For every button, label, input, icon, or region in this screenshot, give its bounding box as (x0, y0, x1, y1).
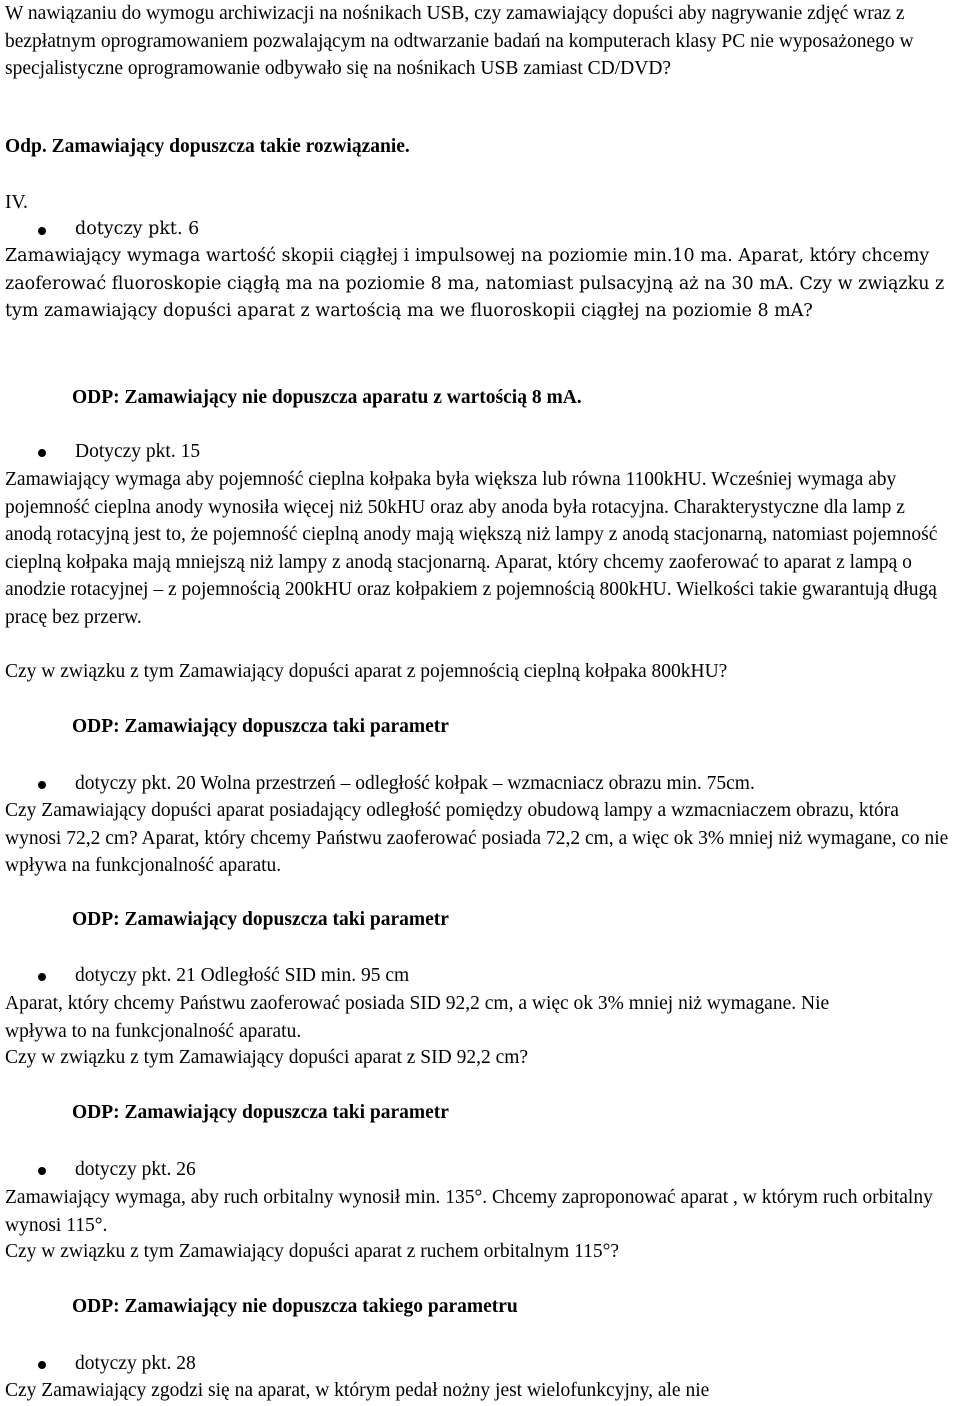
bullet-label: dotyczy pkt. 26 (75, 1159, 196, 1180)
item-question-pkt-26: Czy w związku z tym Zamawiający dopuści aparat z ruchem orbitalnym 115°? (5, 1241, 620, 1262)
bullet-icon (38, 1167, 46, 1175)
bullet-label: dotyczy pkt. 28 (75, 1353, 196, 1374)
bullet-item-pkt-15 (5, 438, 955, 466)
bullet-item-pkt-20 (5, 770, 955, 798)
bullet-item-pkt-26 (5, 1156, 955, 1184)
answer-pkt-20: ODP: Zamawiający dopuszcza taki parametr (72, 909, 449, 930)
item-body-pkt-21: Aparat, który chcemy Państwu zaoferować posiada SID 92,2 cm, a więc ok 3% mniej niż wymagane. Nie wpływa to na funkcjonalność aparatu. (5, 993, 830, 1042)
answer-pkt-15: ODP: Zamawiający dopuszcza taki parametr (72, 716, 449, 737)
bullet-item-pkt-28 (5, 1350, 955, 1378)
bullet-label: dotyczy pkt. 20 Wolna przestrzeń – odległość kołpak – wzmacniacz obrazu min. 75cm. (75, 773, 755, 794)
bullet-label: Dotyczy pkt. 15 (75, 441, 201, 462)
bullet-icon (38, 449, 46, 457)
item-body-pkt-28: Czy Zamawiający zgodzi się na aparat, w którym pedał nożny jest wielofunkcyjny, ale nie (5, 1380, 710, 1401)
bullet-icon (38, 781, 46, 789)
answer-pkt-6: ODP: Zamawiający nie dopuszcza aparatu z wartością 8 mA. (72, 387, 582, 408)
intro-question: W nawiązaniu do wymogu archiwizacji na nośnikach USB, czy zamawiający dopuści aby nagrywanie zdjęć wraz z bezpłatnym oprogramowaniem pozwalającym na odtwarzanie badań na komputerach klasy PC nie wyposażonego w specjalistyczne oprogramowanie odbywało się na nośnikach USB zamiast CD/DVD? (5, 3, 914, 79)
bullet-item-pkt-6 (5, 216, 955, 244)
answer-pkt-21: ODP: Zamawiający dopuszcza taki parametr (72, 1102, 449, 1123)
bullet-item-pkt-21 (5, 962, 955, 990)
bullet-label: dotyczy pkt. 6 (75, 219, 200, 239)
item-body-pkt-26: Zamawiający wymaga, aby ruch orbitalny wynosił min. 135°. Chcemy zaproponować aparat , w którym ruch orbitalny wynosi 115°. (5, 1187, 933, 1236)
item-question-pkt-15: Czy w związku z tym Zamawiający dopuści aparat z pojemnością cieplną kołpaka 800kHU? (5, 661, 728, 682)
intro-answer: Odp. Zamawiający dopuszcza takie rozwiązanie. (5, 136, 410, 157)
item-body-pkt-20: Czy Zamawiający dopuści aparat posiadający odległość pomiędzy obudową lampy a wzmacniaczem obrazu, która wynosi 72,2 cm? Aparat, który chcemy Państwu zaoferować posiada 72,2 cm, a więc ok 3% mniej niż wymagane, co nie wpływa na funkcjonalność aparatu. (5, 800, 949, 876)
bullet-label: dotyczy pkt. 21 Odległość SID min. 95 cm (75, 965, 410, 986)
item-question-pkt-21: Czy w związku z tym Zamawiający dopuści aparat z SID 92,2 cm? (5, 1047, 529, 1068)
section-number: IV. (5, 192, 28, 213)
answer-pkt-26: ODP: Zamawiający nie dopuszcza takiego parametru (72, 1296, 518, 1317)
item-body-pkt-6: Zamawiający wymaga wartość skopii ciągłej i impulsowej na poziomie min.10 ma. Aparat, który chcemy zaoferować fluoroskopie ciągłą ma na poziomie 8 ma, natomiast pulsacyjną aż na 30 mA. Czy w związku z tym zamawiający dopuści aparat z wartością ma we fluoroskopii ciągłej na poziomie 8 mA? (5, 246, 945, 321)
bullet-icon (38, 973, 46, 981)
bullet-icon (38, 1361, 46, 1369)
item-body-pkt-15: Zamawiający wymaga aby pojemność cieplna kołpaka była większa lub równa 1100kHU. Wcześniej wymaga aby pojemność cieplna anody wynosiła więcej niż 50kHU oraz aby anoda była rotacyjna. Charakterystyczne dla lamp z anodą rotacyjną jest to, że pojemność cieplną anody mają większą niż lampy z anodą stacjonarną, natomiast pojemność cieplną kołpaka mają mniejszą niż lampy z anodą stacjonarną. Aparat, który chcemy zaoferować to aparat z lampą o anodzie rotacyjnej – z pojemnością 200kHU oraz kołpakiem z pojemnością 800kHU. Wielkości takie gwarantują długą pracę bez przerw. (5, 469, 938, 628)
bullet-icon (38, 227, 46, 235)
